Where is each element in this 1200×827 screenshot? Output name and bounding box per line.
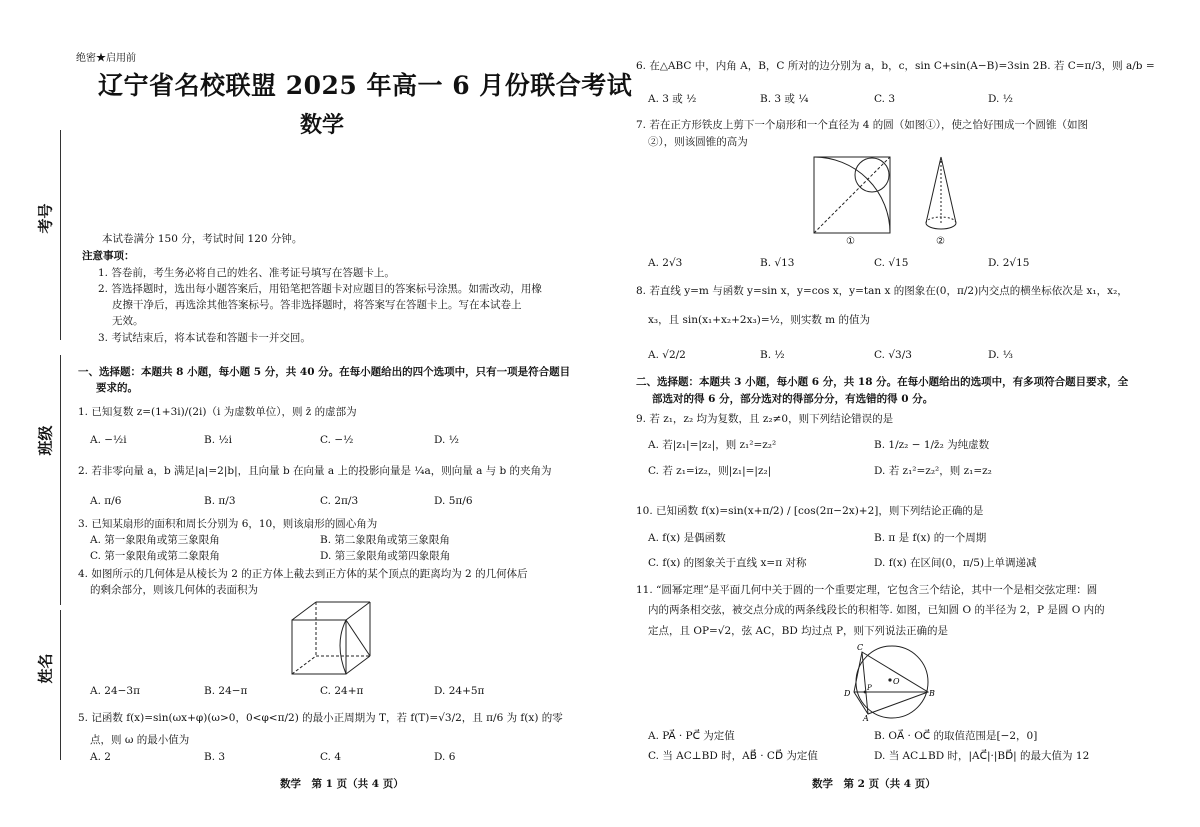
q2-stem: 2. 若非零向量 a，b 满足|a|=2|b|，且向量 b 在向量 a 上的投影向量是 ¼a，则向量 a 与 b 的夹角为 [78,465,552,477]
q5-option-d: D. 6 [434,751,456,763]
q7-option-b: B. √13 [760,257,795,269]
q11-label-b: B [929,689,935,698]
q4-cube-figure [286,598,374,676]
q11-option-d: D. 当 AC⊥BD 时，|AC⃗|·|BD⃗| 的最大值为 12 [874,750,1090,762]
q11-option-c: C. 当 AC⊥BD 时，AB⃗ · CD⃗ 为定值 [648,750,818,762]
notice-title: 注意事项： [82,250,135,262]
q8-option-d: D. ⅓ [988,349,1013,361]
q7-option-d: D. 2√15 [988,257,1030,269]
footer-page-2: 数学 第 2 页（共 4 页） [812,778,936,790]
q11-label-c: C [857,643,864,652]
q11-circle-figure [840,640,936,722]
secret-mark: 绝密★启用前 [76,53,136,64]
q1-option-b: B. ½i [204,434,232,446]
q10-stem: 10. 已知函数 f(x)=sin(x+π/2) / [cos(2π−2x)+2]，则下列结论正确的是 [636,505,984,517]
q8-stem-2: x₃，且 sin(x₁+x₂+2x₃)=½，则实数 m 的值为 [648,314,870,326]
q1-option-a: A. −½i [90,434,127,446]
q8-stem-1: 8. 若直线 y=m 与函数 y=sin x，y=cos x，y=tan x 的图象在(0，π/2)内交点的横坐标依次是 x₁，x₂， [636,285,1128,297]
q8-option-b: B. ½ [760,349,785,361]
q5-option-c: C. 4 [320,751,342,763]
section1-line1: 一、选择题：本题共 8 小题，每小题 5 分，共 40 分。在每小题给出的四个选项中，只有一项是符合题目 [78,366,571,378]
exam-title: 辽宁省名校联盟 2025 年高一 6 月份联合考试 [98,71,633,100]
q7-option-a: A. 2√3 [648,257,683,269]
q11-stem-1: 11. “圆幂定理”是平面几何中关于圆的一个重要定理，它包含三个结论，其中一个是相交弦定理：圆 [636,584,1098,596]
q10-option-a: A. f(x) 是偶函数 [648,532,726,544]
binding-line-3 [60,610,61,760]
q5-option-b: B. 3 [204,751,226,763]
q10-option-d: D. f(x) 在区间(0，π/5)上单调递减 [874,557,1037,569]
q6-option-a: A. 3 或 ½ [648,93,697,105]
q4-stem-2: 的剩余部分，则该几何体的表面积为 [90,584,258,596]
q8-option-c: C. √3/3 [874,349,912,361]
q11-label-d: D [844,689,851,698]
q11-label-p: P [867,684,872,692]
q7-figure-2-label: ② [936,236,945,247]
q6-option-b: B. 3 或 ¼ [760,93,809,105]
q3-option-c: C. 第一象限角或第二象限角 [90,550,220,562]
notice-3: 3. 考试结束后，将本试卷和答题卡一并交回。 [98,332,311,344]
q4-stem-1: 4. 如图所示的几何体是从棱长为 2 的正方体上截去到正方体的某个顶点的距离均为 2 的几何体后 [78,568,528,580]
q1-option-c: C. −½ [320,434,354,446]
q2-option-a: A. π/6 [90,495,122,507]
q1-option-d: D. ½ [434,434,459,446]
subject-title: 数学 [300,112,345,138]
notice-2a: 2. 答选择题时，选出每小题答案后，用铅笔把答题卡对应题目的答案标号涂黑。如需改动，用橡 [98,283,542,295]
q9-option-b: B. 1/z₂ − 1/z̄₂ 为纯虚数 [874,439,990,451]
notice-2c: 无效。 [112,315,144,327]
binding-line-1 [60,130,61,340]
q7-stem-1: 7. 若在正方形铁皮上剪下一个扇形和一个直径为 4 的圆（如图①），使之恰好围成一个圆锥（如图 [636,119,1088,131]
q11-option-a: A. PA⃗ · PC⃗ 为定值 [648,730,735,742]
q3-option-d: D. 第三象限角或第四象限角 [320,550,451,562]
section2-line1: 二、选择题：本题共 3 小题，每小题 6 分，共 18 分。在每小题给出的选项中，有多项符合题目要求，全 [636,376,1129,388]
q4-option-d: D. 24+5π [434,685,485,697]
q9-option-c: C. 若 z₁=iz₂，则|z₁|=|z₂| [648,465,772,477]
notice-1: 1. 答卷前，考生务必将自己的姓名、准考证号填写在答题卡上。 [98,267,395,279]
q6-option-d: D. ½ [988,93,1013,105]
q2-option-d: D. 5π/6 [434,495,473,507]
binding-line-2 [60,355,61,605]
q7-option-c: C. √15 [874,257,909,269]
q3-option-a: A. 第一象限角或第三象限角 [90,534,220,546]
q9-stem: 9. 若 z₁，z₂ 均为复数，且 z₂≠0，则下列结论错误的是 [636,413,894,425]
q9-option-d: D. 若 z₁²=z₂²，则 z₁=z₂ [874,465,992,477]
q10-option-b: B. π 是 f(x) 的一个周期 [874,532,987,544]
q8-option-a: A. √2/2 [648,349,686,361]
q6-option-c: C. 3 [874,93,896,105]
q11-stem-2: 内的两条相交弦，被交点分成的两条线段长的积相等. 如图，已知圆 O 的半径为 2，P 是圆 O 内的 [648,604,1105,616]
q3-stem: 3. 已知某扇形的面积和周长分别为 6，10，则该扇形的圆心角为 [78,518,378,530]
q6-stem: 6. 在△ABC 中，内角 A，B，C 所对的边分别为 a，b，c，sin C+sin(A−B)=3sin 2B. 若 C=π/3，则 a/b = [636,60,1155,72]
name-label: 姓名 [36,653,55,684]
q4-option-c: C. 24+π [320,685,364,697]
q10-option-c: C. f(x) 的图象关于直线 x=π 对称 [648,557,807,569]
q3-option-b: B. 第二象限角或第三象限角 [320,534,450,546]
q5-stem-1: 5. 记函数 f(x)=sin(ωx+φ)(ω>0，0<φ<π/2) 的最小正周期为 T，若 f(T)=√3/2，且 π/6 为 f(x) 的零 [78,712,563,724]
q7-figure-1-label: ① [846,236,855,247]
q4-option-a: A. 24−3π [90,685,140,697]
exam-no-label: 考号 [36,203,55,234]
q7-square-figure [812,155,892,235]
q4-option-b: B. 24−π [204,685,248,697]
q11-label-o: O [893,677,900,686]
q9-option-a: A. 若|z₁|=|z₂|，则 z₁²=z₂² [648,439,777,451]
q11-option-b: B. OA⃗ · OC⃗ 的取值范围是[−2，0] [874,730,1038,742]
section2-line2: 部选对的得 6 分，部分选对的得部分分，有选错的得 0 分。 [652,393,934,405]
q11-stem-3: 定点，且 OP=√2，弦 AC，BD 均过点 P，则下列说法正确的是 [648,625,949,637]
q2-option-b: B. π/3 [204,495,236,507]
section1-line2: 要求的。 [96,382,138,394]
info-line: 本试卷满分 150 分，考试时间 120 分钟。 [102,233,303,245]
q2-option-c: C. 2π/3 [320,495,359,507]
q11-label-a: A [863,714,869,722]
notice-2b: 皮擦干净后，再选涂其他答案标号。答非选择题时，将答案写在答题卡上。写在本试卷上 [112,299,522,311]
q5-stem-2: 点，则 ω 的最小值为 [90,734,190,746]
class-label: 班级 [36,425,55,456]
q7-cone-figure [924,155,958,235]
q1-stem: 1. 已知复数 z=(1+3i)/(2i)（i 为虚数单位），则 z̄ 的虚部为 [78,406,357,418]
q7-stem-2: ②），则该圆锥的高为 [648,136,748,148]
footer-page-1: 数学 第 1 页（共 4 页） [280,778,404,790]
q5-option-a: A. 2 [90,751,111,763]
